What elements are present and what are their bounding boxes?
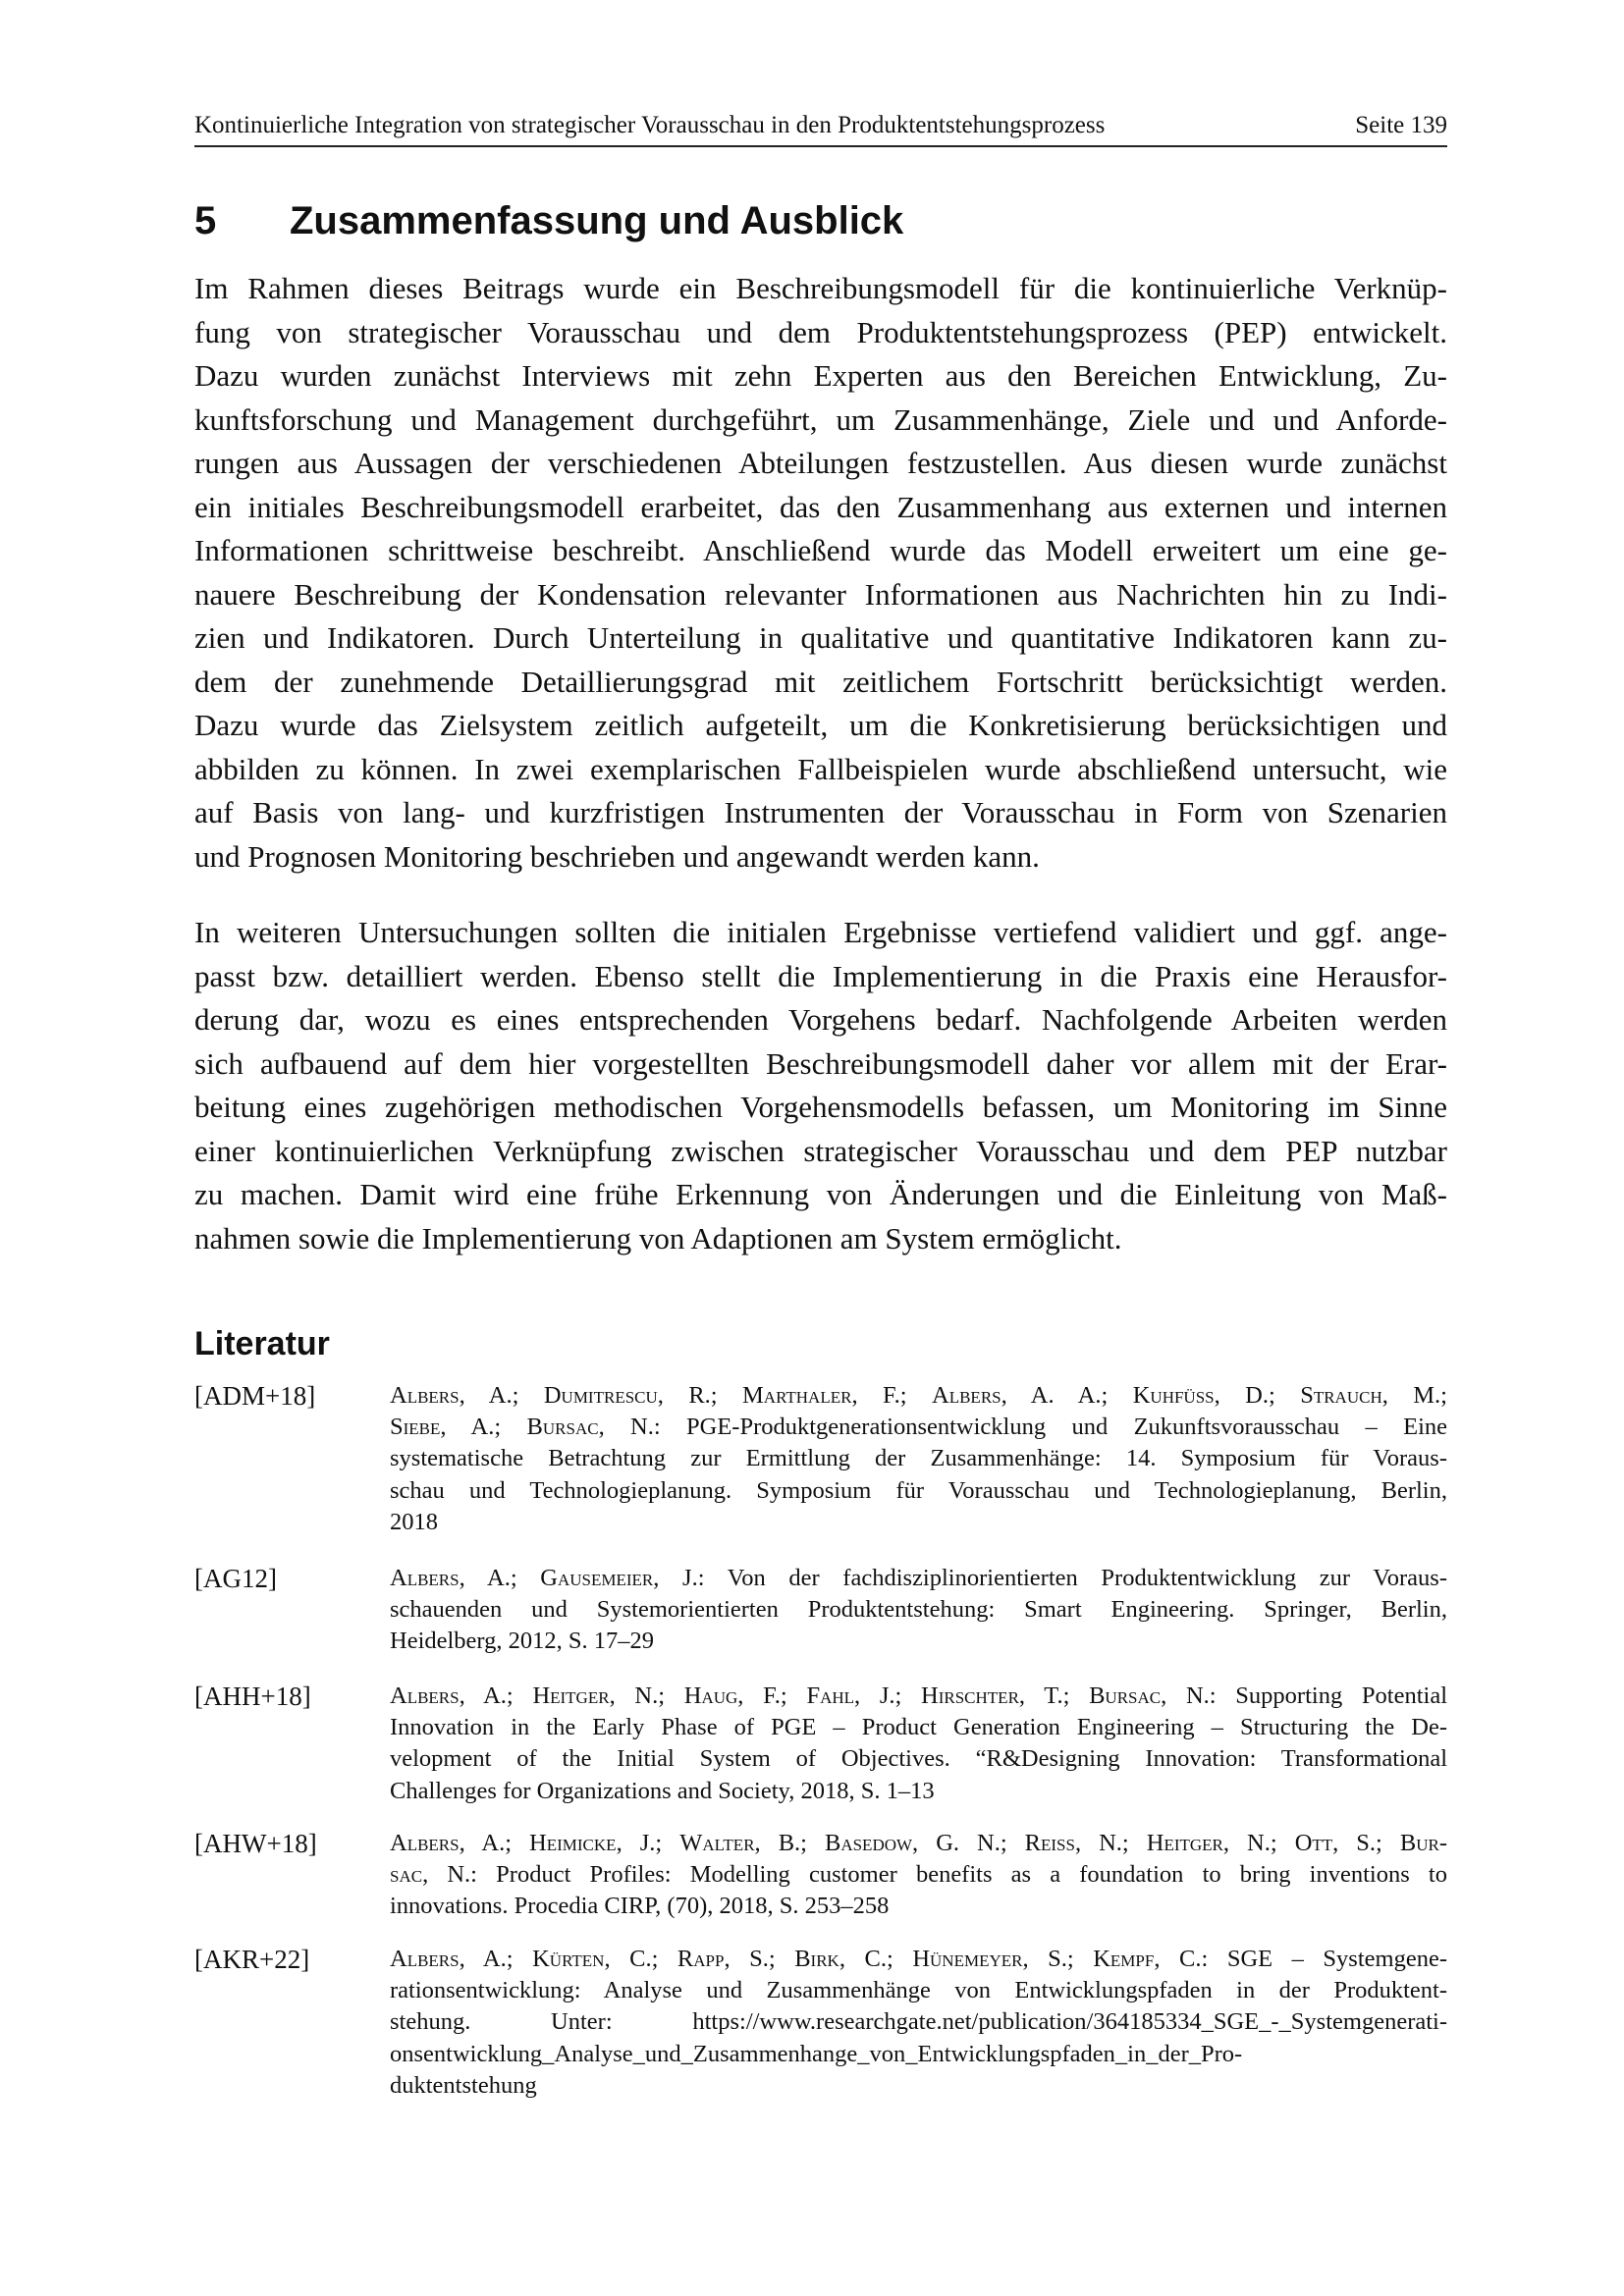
- text-line: rungen aus Aussagen der verschiedenen Abteilungen festzustellen. Aus diesen wurde zunächst: [194, 446, 1447, 480]
- author-surname: Bur-: [1399, 1830, 1448, 1856]
- text-line: Im Rahmen dieses Beitrags wurde ein Beschreibungsmodell für die kontinuierliche Verknüp-: [194, 271, 1447, 305]
- literature-heading: Literatur: [194, 1325, 330, 1362]
- reference-segment: , R.;: [657, 1382, 743, 1409]
- reference-line: [390, 1626, 1447, 1657]
- reference-line: [390, 1507, 1447, 1538]
- reference-segment: duktentstehung: [390, 2071, 537, 2099]
- author-surname: sac: [390, 1861, 423, 1889]
- author-surname: Kuhfüss: [1132, 1382, 1215, 1409]
- text-line: fung von strategischer Vorausschau und dem Produktentstehungsprozess (PEP) entwickelt.: [194, 314, 1447, 349]
- reference-segment: , A.;: [459, 1565, 541, 1591]
- reference-key: [AHW+18]: [194, 1829, 317, 1858]
- text-line: nahmen sowie die Implementierung von Adaptionen am System ermöglicht.: [194, 1220, 1122, 1255]
- reference-segment: innovations. Procedia CIRP, (70), 2018, S. 253–258: [390, 1893, 890, 1920]
- reference-line: [390, 1563, 1447, 1594]
- reference-key: [AKR+22]: [194, 1945, 310, 1974]
- reference-segment: onsentwicklung_Analyse_und_Zusammenhange_von_Entwicklungspfaden_in_der_Pro-: [390, 2040, 1243, 2067]
- paragraph-summary: [194, 267, 1447, 879]
- author-surname: Rapp: [677, 1946, 725, 1972]
- reference-segment: , N.: Product Profiles: Modelling customer benefits as a foundation to bring inventions to: [422, 1861, 1447, 1889]
- author-surname: Hünemeyer: [912, 1946, 1023, 1972]
- reference-line: [390, 1594, 1447, 1626]
- author-surname: Albers: [390, 1946, 460, 1972]
- reference-segment: , J.;: [616, 1830, 680, 1856]
- page-number: Seite 139: [1355, 112, 1447, 138]
- reference-key: [ADM+18]: [194, 1381, 316, 1411]
- reference-line: [390, 1743, 1447, 1775]
- text-line: nauere Beschreibung der Kondensation relevanter Informationen aus Nachrichten hin zu Indi-: [194, 576, 1447, 612]
- reference-segment: Heidelberg, 2012, S. 17–29: [390, 1628, 655, 1655]
- reference-line: [390, 1828, 1447, 1859]
- reference-segment: , M.;: [1381, 1382, 1447, 1409]
- author-surname: Dumitrescu: [543, 1382, 658, 1409]
- running-header-title: Kontinuierliche Integration von strategischer Vorausschau in den Produktentstehungsprozess: [194, 112, 1106, 138]
- reference-segment: , C.;: [604, 1946, 677, 1972]
- reference-segment: , A. A.;: [1001, 1382, 1133, 1409]
- reference-segment: , N.: Supporting Potential: [1161, 1682, 1448, 1709]
- reference-segment: , D.;: [1214, 1382, 1301, 1409]
- reference-line: [390, 1712, 1447, 1743]
- text-line: passt bzw. detailliert werden. Ebenso stellt die Implementierung in die Praxis eine Herausfor-: [194, 958, 1447, 993]
- author-surname: Kempf: [1093, 1946, 1155, 1972]
- reference-line: [390, 2006, 1447, 2038]
- reference-text: [390, 1563, 1447, 1658]
- running-header: [194, 110, 1447, 147]
- author-surname: Kürten: [532, 1946, 605, 1972]
- author-surname: Fahl: [806, 1682, 855, 1709]
- author-surname: Marthaler: [742, 1382, 852, 1409]
- author-surname: Heitger: [532, 1682, 610, 1709]
- text-line: sich aufbauend auf dem hier vorgestellten Beschreibungsmodell daher vor allem mit der Erar-: [194, 1045, 1447, 1081]
- author-surname: Hirschter: [921, 1682, 1019, 1709]
- reference-line: [390, 1380, 1447, 1412]
- reference-key: [AG12]: [194, 1564, 277, 1593]
- text-line: Dazu wurden zunächst Interviews mit zehn Experten aus den Bereichen Entwicklung, Zu-: [194, 358, 1447, 393]
- reference-segment: , S.;: [724, 1946, 795, 1972]
- author-surname: Strauch: [1300, 1382, 1382, 1409]
- author-surname: Bursac: [1089, 1682, 1162, 1709]
- reference-segment: schau und Technologieplanung. Symposium für Vorausschau und Technologieplanung, Berlin,: [390, 1476, 1447, 1504]
- text-line: beitung eines zugehörigen methodischen Vorgehensmodells befassen, um Monitoring im Sinne: [194, 1090, 1447, 1124]
- reference-segment: , A.;: [459, 1946, 533, 1972]
- reference-segment: , F.;: [737, 1682, 807, 1709]
- text-line: auf Basis von lang- und kurzfristigen Instrumenten der Vorausschau in Form von Szenarien: [194, 795, 1447, 829]
- reference-segment: schauenden und Systemorientierten Produktentstehung: Smart Engineering. Springer, Berlin,: [390, 1596, 1447, 1624]
- author-surname: Heitger: [1146, 1830, 1223, 1856]
- reference-key: [AHH+18]: [194, 1682, 311, 1711]
- text-line: Dazu wurde das Zielsystem zeitlich aufgeteilt, um die Konkretisierung berücksichtigen und: [194, 708, 1447, 742]
- reference-line: [390, 2070, 1447, 2102]
- reference-line: [390, 1443, 1447, 1474]
- reference-segment: , C.;: [839, 1946, 913, 1972]
- reference-segment: , S.;: [1332, 1830, 1400, 1856]
- reference-segment: , N.;: [1074, 1830, 1147, 1856]
- author-surname: Bursac: [526, 1414, 599, 1441]
- text-line: zien und Indikatoren. Durch Unterteilung in qualitative und quantitative Indikatoren kann zu-: [194, 620, 1447, 655]
- text-line: einer kontinuierlichen Verknüpfung zwischen strategischer Vorausschau und dem PEP nutzbar: [194, 1133, 1447, 1168]
- reference-text: [390, 1681, 1447, 1807]
- section-title: Zusammenfassung und Ausblick: [290, 199, 904, 242]
- reference-segment: , N.;: [1222, 1830, 1295, 1856]
- reference-segment: , N.;: [609, 1682, 684, 1709]
- text-line: Informationen schrittweise beschreibt. Anschließend wurde das Modell erweitert um eine ge-: [194, 533, 1447, 567]
- reference-segment: velopment of the Initial System of Objectives. “R&Designing Innovation: Transformational: [390, 1745, 1447, 1773]
- text-line: ein initiales Beschreibungsmodell erarbeitet, das den Zusammenhang aus externen und internen: [194, 489, 1447, 524]
- reference-line: [390, 1776, 1447, 1807]
- author-surname: Albers: [390, 1830, 460, 1856]
- author-surname: Albers: [390, 1382, 460, 1409]
- reference-segment: , A.;: [459, 1830, 530, 1856]
- reference-segment: , B.;: [754, 1830, 825, 1856]
- reference-line: [390, 1975, 1447, 2006]
- author-surname: Birk: [794, 1946, 839, 1972]
- reference-text: [390, 1828, 1447, 1923]
- reference-segment: , T.;: [1018, 1682, 1090, 1709]
- author-surname: Gausemeier: [540, 1565, 654, 1591]
- reference-segment: , A.;: [459, 1682, 533, 1709]
- text-line: derung dar, wozu es eines entsprechenden Vorgehens bedarf. Nachfolgende Arbeiten werden: [194, 1002, 1447, 1037]
- reference-segment: , S.;: [1022, 1946, 1094, 1972]
- reference-text: [390, 1944, 1447, 2102]
- reference-line: [390, 1412, 1447, 1443]
- reference-segment: Challenges for Organizations and Society, 2018, S. 1–13: [390, 1777, 935, 1804]
- reference-segment: , F.;: [851, 1382, 933, 1409]
- reference-segment: rationsentwicklung: Analyse und Zusammenhänge von Entwicklungspfaden in der Produktent-: [390, 1977, 1447, 2004]
- author-surname: Basedow: [824, 1830, 913, 1856]
- author-surname: Albers: [390, 1565, 460, 1591]
- reference-line: [390, 1475, 1447, 1507]
- reference-text: [390, 1380, 1447, 1538]
- text-line: dem der zunehmende Detaillierungsgrad mit zeitlichem Fortschritt berücksichtigt werden.: [194, 664, 1447, 699]
- author-surname: Albers: [932, 1382, 1001, 1409]
- paragraph-outlook: [194, 911, 1447, 1260]
- text-line: kunftsforschung und Management durchgeführt, um Zusammenhänge, Ziele und und Anforde-: [194, 401, 1447, 437]
- author-surname: Albers: [390, 1682, 460, 1709]
- reference-segment: , J.;: [854, 1682, 922, 1709]
- text-line: und Prognosen Monitoring beschrieben und angewandt werden kann.: [194, 838, 1040, 874]
- reference-line: [390, 1944, 1447, 1975]
- reference-segment: Innovation in the Early Phase of PGE – Product Generation Engineering – Structuring the De-: [390, 1714, 1447, 1741]
- reference-segment: , A.;: [440, 1414, 527, 1441]
- reference-segment: , N.: PGE-Produktgenerationsentwicklung und Zukunftsvorausschau – Eine: [598, 1414, 1447, 1441]
- author-surname: Siebe: [390, 1414, 441, 1441]
- reference-line: [390, 1859, 1447, 1891]
- author-surname: Heimicke: [529, 1830, 617, 1856]
- reference-line: [390, 1681, 1447, 1712]
- reference-segment: , J.: Von der fachdisziplinorientierten Produktentwicklung zur Voraus-: [653, 1565, 1447, 1591]
- author-surname: Haug: [683, 1682, 738, 1709]
- text-line: abbilden zu können. In zwei exemplarischen Fallbeispielen wurde abschließend untersucht, wie: [194, 751, 1447, 786]
- text-line: zu machen. Damit wird eine frühe Erkennung von Änderungen und die Einleitung von Maß-: [194, 1177, 1447, 1211]
- reference-segment: systematische Betrachtung zur Ermittlung der Zusammenhänge: 14. Symposium für Voraus-: [390, 1445, 1447, 1472]
- reference-segment: , G. N.;: [912, 1830, 1025, 1856]
- reference-line: [390, 1891, 1447, 1922]
- reference-segment: stehung. Unter: https://www.researchgate.net/publication/364185334_SGE_-_Systemgenerati-: [390, 2008, 1447, 2036]
- reference-line: [390, 2039, 1447, 2070]
- section-heading: [194, 196, 1447, 245]
- author-surname: Walter: [679, 1830, 755, 1856]
- reference-segment: 2018: [390, 1508, 438, 1535]
- author-surname: Ott: [1294, 1830, 1333, 1856]
- text-line: In weiteren Untersuchungen sollten die initialen Ergebnisse vertiefend validiert und ggf. ange-: [194, 915, 1447, 949]
- reference-segment: , C.: SGE – Systemgene-: [1154, 1946, 1447, 1972]
- reference-segment: , A.;: [459, 1382, 544, 1409]
- author-surname: Reiß: [1024, 1830, 1075, 1856]
- section-number: 5: [194, 199, 217, 242]
